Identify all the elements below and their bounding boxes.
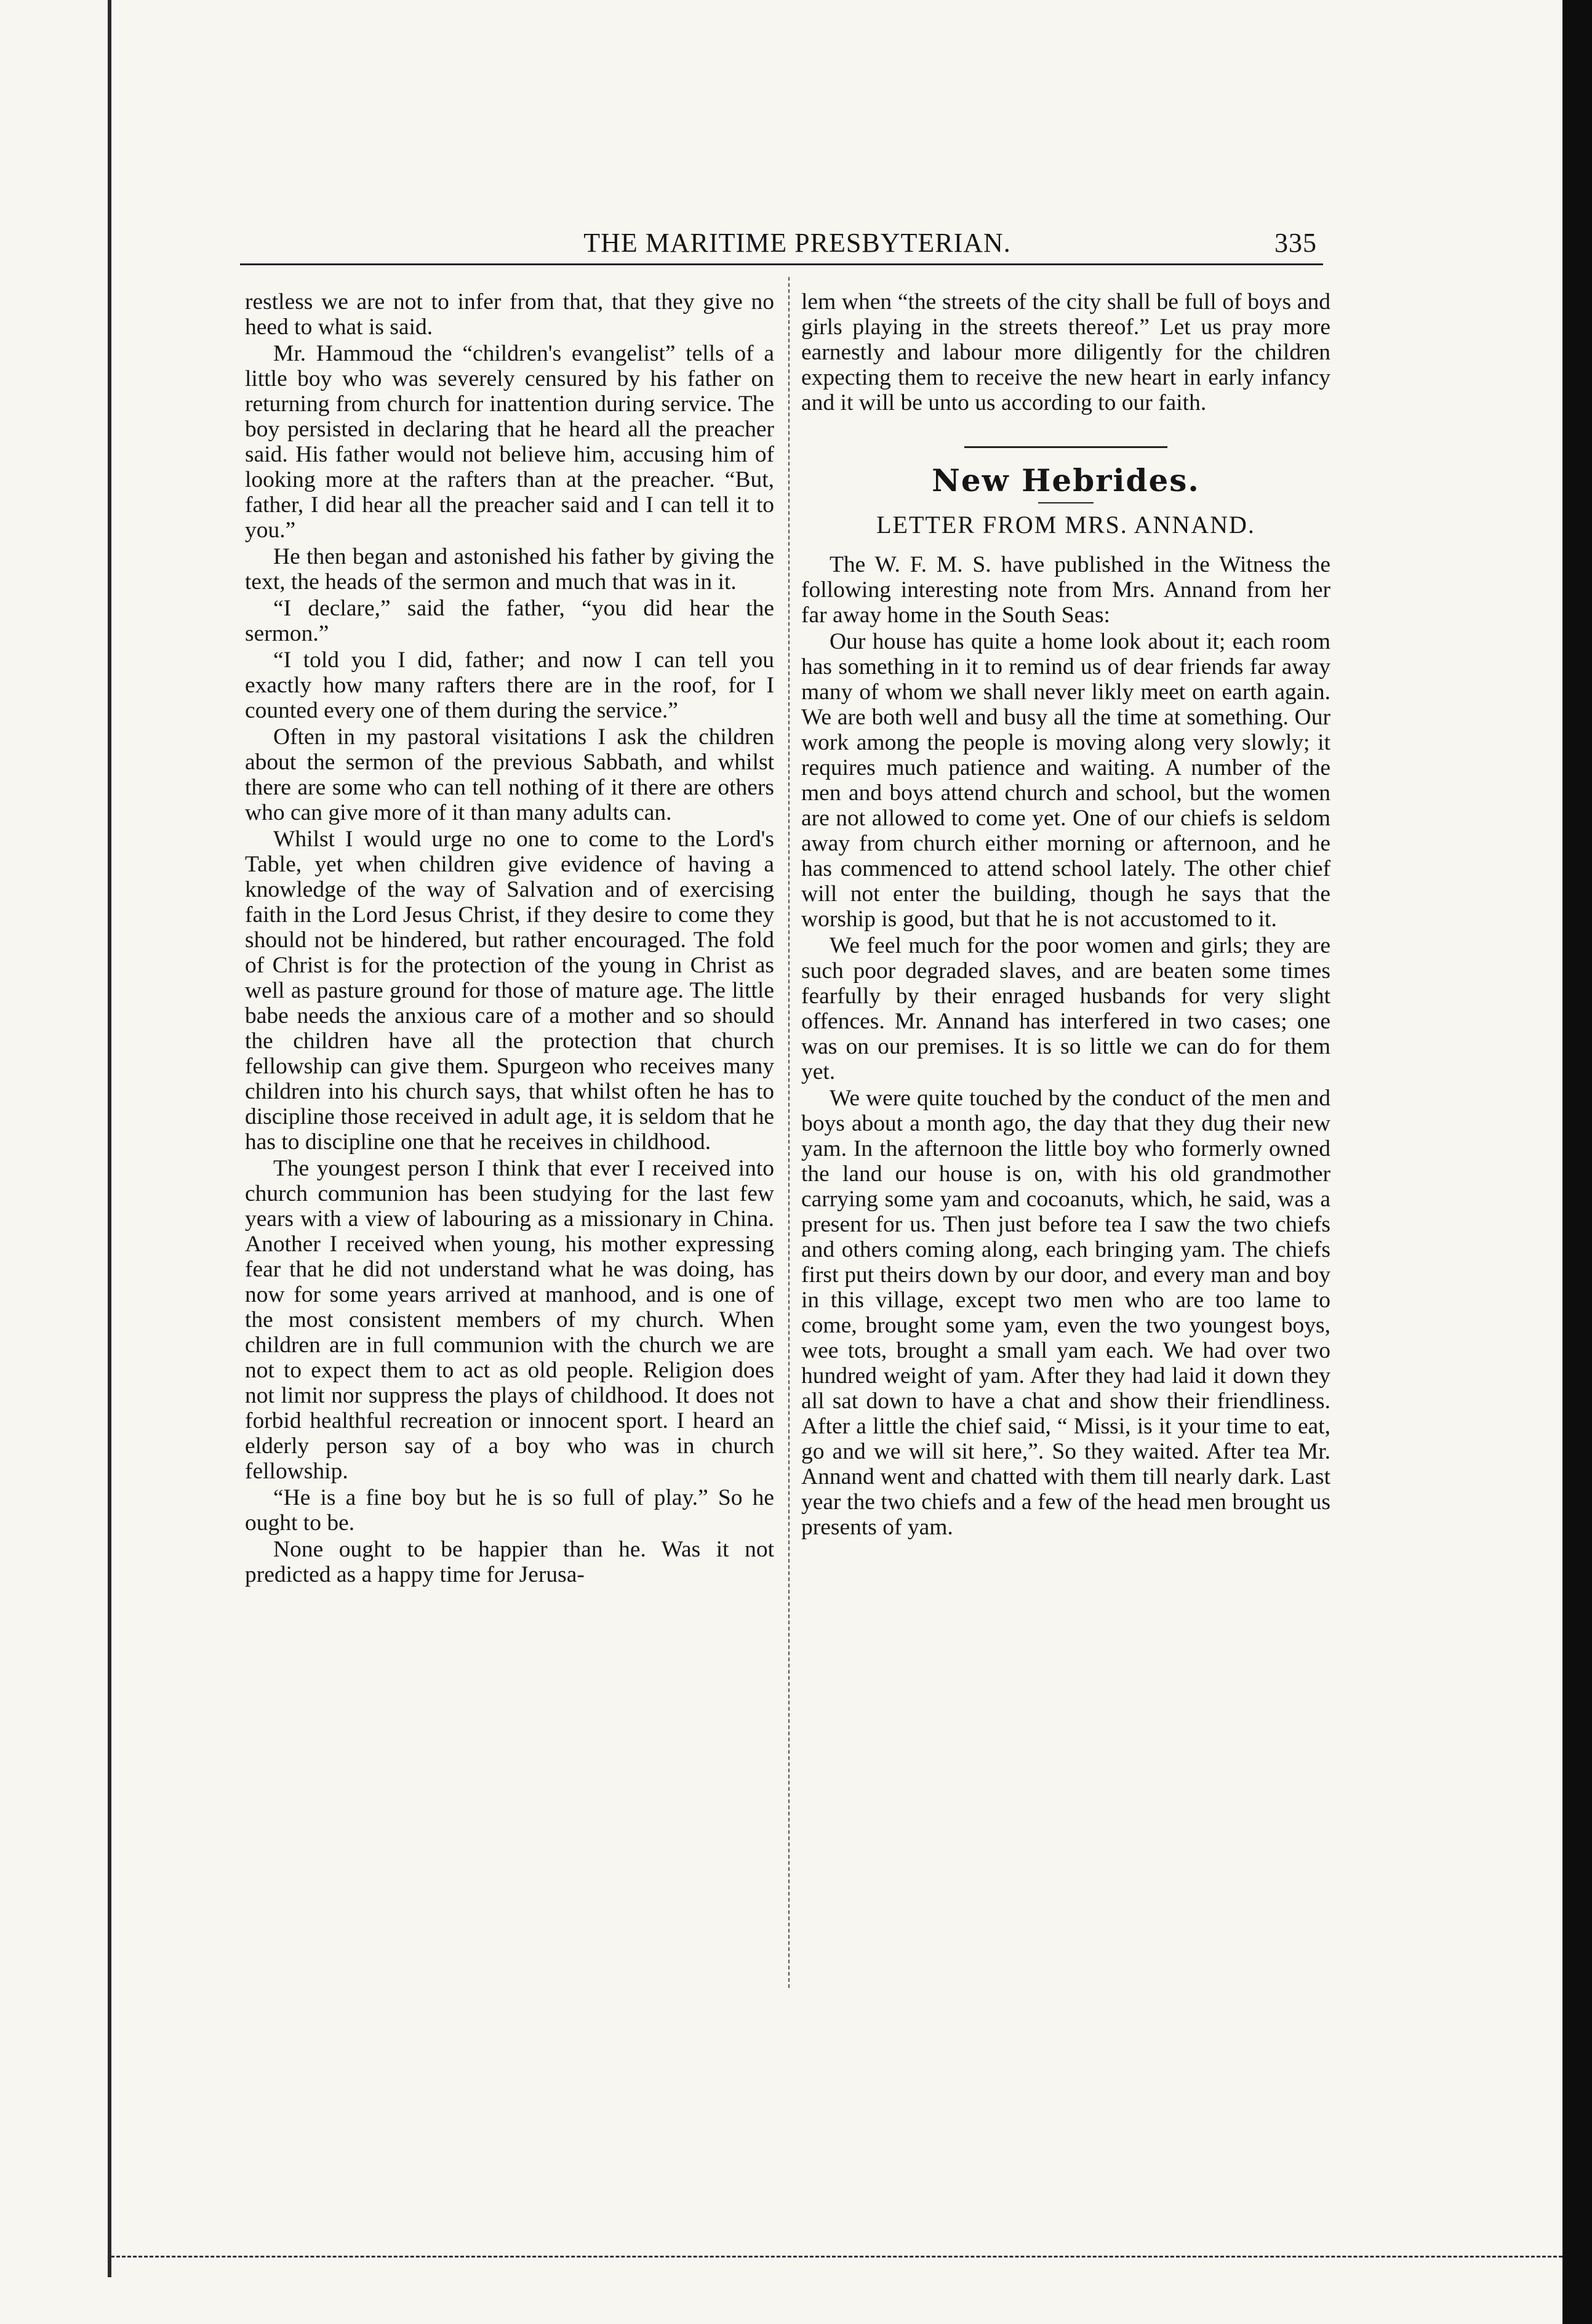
paragraph: Mr. Hammoud the “children's evangelist” tells of a little boy who was severely censured by his father on returning from church for inattention during service. The boy persisted in declaring that he heard all the preacher said. His father would not believe him, accusing him of looking more at the rafters than at the preacher. “But, father, I did hear all the preacher said and I can tell it to you.” [245,341,774,543]
paragraph: lem when “the streets of the city shall be full of boys and girls playing in the streets thereof.” Let us pray more earnestly and labour more diligently for the children expecting them to receive the new heart in early infancy and it will be unto us according to our faith. [801,289,1330,415]
paragraph: The youngest person I think that ever I received into church communion has been studying for the last few years with a view of labouring as a missionary in China. Another I received when young, his mother expressing fear that he did not understand what he was doing, has now for some years arrived at manhood, and is one of the most consistent members of my church. When children are in full communion with the church we are not to expect them to act as old people. Religion does not limit nor suppress the plays of childhood. It does not forbid healthful recreation or innocent sport. I heard an elderly person say of a boy who was in church fellowship. [245,1156,774,1484]
paragraph: We were quite touched by the conduct of the men and boys about a month ago, the day that they dug their new yam. In the afternoon the little boy who formerly owned the land our house is on, with his old grandmother carrying some yam and cocoanuts, which, he said, was a present for us. Then just before tea I saw the two chiefs and others coming along, each bringing yam. The chiefs first put theirs down by our door, and every man and boy in this village, except two men who are too lame to come, brought some yam, even the two youngest boys, wee tots, brought a small yam each. We had over two hundred weight of yam. After they had laid it down they all sat down to have a chat and show their friendliness. After a little the chief said, “ Missi, is it your time to eat, go and we will sit here,”. So they waited. After tea Mr. Annand went and chatted with them till nearly dark. Last year the two chiefs and a few of the head men brought us presents of yam. [801,1086,1330,1540]
paragraph: None ought to be happier than he. Was it not predicted as a happy time for Jerusa- [245,1537,774,1587]
paragraph: He then began and astonished his father by giving the text, the heads of the sermon and much that was in it. [245,544,774,595]
page-number: 335 [1274,228,1317,258]
journal-title: THE MARITIME PRESBYTERIAN. [583,228,1011,258]
running-header [246,209,1317,258]
heading-underline [1038,502,1094,503]
scan-right-edge [1562,0,1592,2324]
section-heading: New Hebrides. [932,462,1200,499]
right-column [801,289,1330,1541]
paragraph: “I told you I did, father; and now I can tell you exactly how many rafters there are in the roof, for I counted every one of them during the service.” [245,647,774,723]
paragraph: “I declare,” said the father, “you did hear the sermon.” [245,596,774,646]
paragraph: We feel much for the poor women and girls; they are such poor degraded slaves, and are beaten some times fearfully by their enraged husbands for very slight offences. Mr. Annand has interfered in two cases; one was on our premises. It is so little we can do for them yet. [801,933,1330,1084]
paragraph: Our house has quite a home look about it; each room has something in it to remind us of dear friends far away many of whom we shall never likly meet on earth again. We are both well and busy all the time at something. Our work among the people is moving along very slowly; it requires much patience and waiting. A number of the men and boys attend church and school, but the women are not allowed to come yet. One of our chiefs is seldom away from church either morning or afternoon, and he has commenced to attend school lately. The other chief will not enter the building, though he says that the worship is good, but that he is not accustomed to it. [801,629,1330,932]
scan-binding-edge [108,0,111,2277]
section-divider [964,446,1167,448]
left-column [245,289,774,1589]
paragraph: Whilst I would urge no one to come to the Lord's Table, yet when children give evidence of having a knowledge of the way of Salvation and of exercising faith in the Lord Jesus Christ, if they desire to come they should not be hindered, but rather encouraged. The fold of Christ is for the protection of the young in Christ as well as pasture ground for those of mature age. The little babe needs the anxious care of a mother and so should the children have all the protection that church fellowship can give them. Spurgeon who receives many children into his church says, that whilst often he has to discipline those received in adult age, it is seldom that he has to discipline one that he receives in childhood. [245,827,774,1155]
paragraph: Often in my pastoral visitations I ask the children about the sermon of the previous Sabbath, and whilst there are some who can tell nothing of it there are others who can give more of it than many adults can. [245,724,774,825]
scan-bottom-edge [111,2256,1562,2282]
paragraph: “He is a fine boy but he is so full of play.” So he ought to be. [245,1485,774,1536]
column-divider [788,277,790,1988]
header-rule [240,263,1323,265]
article-subheading: LETTER FROM MRS. ANNAND. [876,511,1255,539]
paragraph: restless we are not to infer from that, that they give no heed to what is said. [245,289,774,340]
paragraph: The W. F. M. S. have published in the Witness the following interesting note from Mrs. Annand from her far away home in the South Seas: [801,552,1330,628]
